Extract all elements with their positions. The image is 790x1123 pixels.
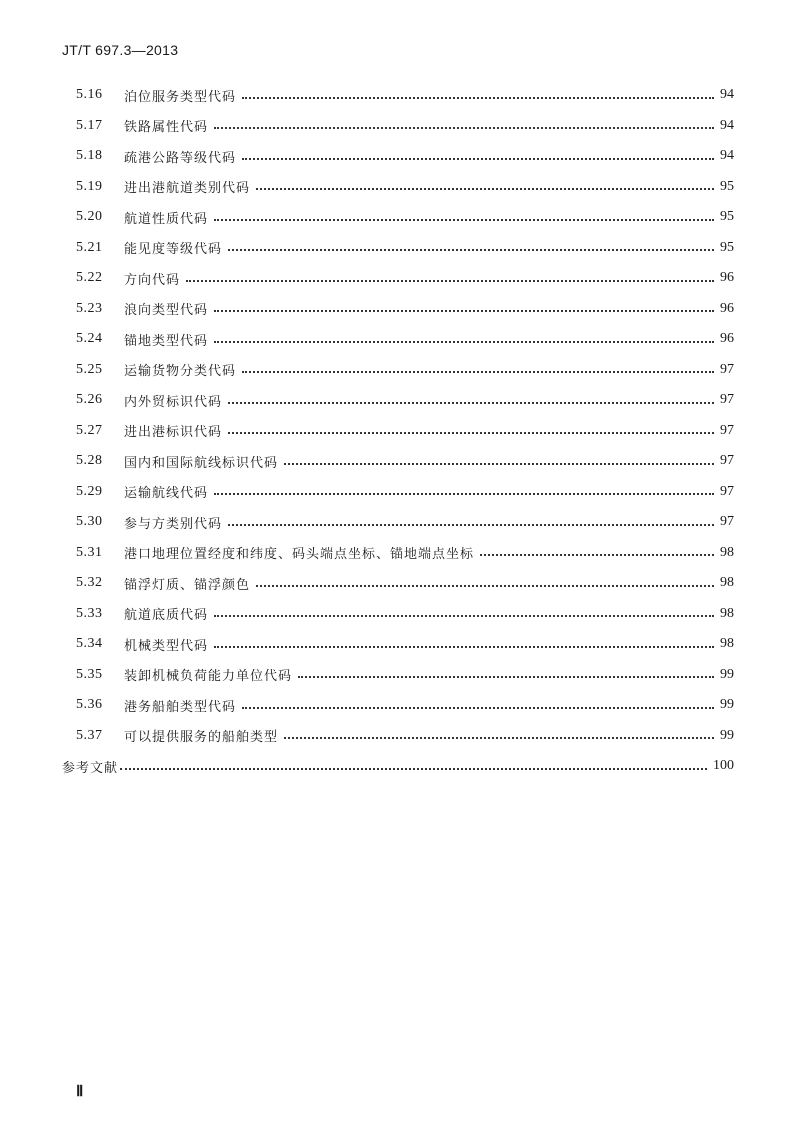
toc-title: 疏港公路等级代码 [124, 150, 237, 166]
toc-entry-5-16[interactable] [76, 84, 734, 106]
toc-title: 锚地类型代码 [124, 333, 209, 349]
toc-page: 97 [720, 453, 734, 468]
toc-title: 国内和国际航线标识代码 [124, 455, 279, 471]
toc-entry-5-24[interactable] [76, 328, 734, 350]
toc-leader-dots [214, 492, 714, 495]
toc-entry-5-33[interactable] [76, 603, 734, 625]
toc-title: 参考文献 [62, 760, 119, 776]
toc-entry-5-23[interactable] [76, 298, 734, 320]
toc-page: 97 [720, 483, 734, 499]
toc-number: 5.32 [76, 575, 103, 590]
toc-title: 能见度等级代码 [124, 242, 223, 257]
toc-leader-dots [256, 187, 714, 190]
toc-page: 94 [720, 87, 734, 102]
toc-title: 泊位服务类型代码 [124, 89, 237, 105]
toc-number: 5.37 [76, 727, 103, 743]
toc-entry-5-21[interactable] [76, 237, 734, 259]
toc-leader-dots [214, 309, 714, 312]
toc-page: 96 [720, 300, 734, 316]
toc-number: 5.35 [76, 666, 103, 682]
toc-title: 运输货物分类代码 [124, 364, 237, 379]
toc-leader-dots [480, 553, 714, 556]
document-code: JT/T 697.3—2013 [62, 42, 179, 58]
toc-number: 5.29 [76, 483, 103, 499]
toc-number: 5.23 [76, 300, 103, 316]
toc-leader-dots [228, 248, 714, 251]
toc-page: 94 [720, 117, 734, 133]
toc-number: 5.36 [76, 697, 103, 712]
toc-entry-5-30[interactable] [76, 511, 734, 533]
toc-leader-dots [186, 279, 714, 282]
toc-leader-dots [214, 340, 714, 343]
toc-title: 航道性质代码 [124, 211, 209, 227]
toc-title: 运输航线代码 [124, 486, 209, 501]
toc-page: 96 [720, 331, 734, 346]
toc-page: 95 [720, 209, 734, 224]
toc-number: 5.18 [76, 148, 103, 163]
toc-page: 99 [720, 666, 734, 682]
toc-leader-dots [242, 157, 714, 160]
toc-entry-5-31[interactable] [76, 542, 734, 564]
toc-number: 5.31 [76, 544, 103, 560]
toc-leader-dots [242, 706, 714, 709]
toc-number: 5.33 [76, 605, 103, 621]
toc-number: 5.21 [76, 239, 103, 255]
toc-leader-dots [214, 126, 714, 129]
toc-title: 进出港航道类别代码 [124, 181, 251, 196]
toc-title: 装卸机械负荷能力单位代码 [124, 669, 293, 684]
toc-number: 5.16 [76, 87, 103, 102]
toc-leader-dots [284, 736, 714, 739]
toc-leader-dots [242, 96, 714, 99]
toc-number: 5.30 [76, 514, 103, 529]
toc-page: 98 [720, 605, 734, 621]
toc-number: 5.24 [76, 331, 103, 346]
toc-entry-5-19[interactable] [76, 176, 734, 198]
toc-leader-dots [256, 584, 714, 587]
toc-page: 94 [720, 148, 734, 163]
toc-number: 5.17 [76, 117, 103, 133]
toc-leader-dots [284, 462, 714, 465]
toc-entry-5-18[interactable] [76, 145, 734, 167]
toc-leader-dots [120, 767, 707, 770]
toc-page: 98 [720, 636, 734, 651]
toc-page: 100 [713, 758, 734, 773]
toc-title: 参与方类别代码 [124, 516, 223, 532]
toc-entry-5-34[interactable] [76, 633, 734, 655]
toc-number: 5.20 [76, 209, 103, 224]
toc-leader-dots [298, 675, 714, 678]
page-number-roman: Ⅱ [76, 1084, 84, 1100]
toc-leader-dots [214, 614, 714, 617]
toc-page: 98 [720, 544, 734, 560]
toc-title: 航道底质代码 [124, 608, 209, 623]
toc-entry-references[interactable] [62, 755, 734, 777]
toc-title: 可以提供服务的船舶类型 [124, 730, 279, 745]
toc-entry-5-26[interactable] [76, 389, 734, 411]
toc-entry-5-32[interactable] [76, 572, 734, 594]
toc-leader-dots [228, 431, 714, 434]
toc-number: 5.25 [76, 361, 103, 377]
toc-entry-5-36[interactable] [76, 694, 734, 716]
toc-entry-5-29[interactable] [76, 481, 734, 503]
toc-title: 方向代码 [124, 272, 181, 288]
toc-page: 96 [720, 270, 734, 285]
toc-title: 内外贸标识代码 [124, 394, 223, 410]
toc-number: 5.26 [76, 392, 103, 407]
toc-leader-dots [214, 645, 714, 648]
toc-page: 97 [720, 361, 734, 377]
toc-page: 99 [720, 697, 734, 712]
toc-entry-5-25[interactable] [76, 359, 734, 381]
toc-entry-5-27[interactable] [76, 420, 734, 442]
toc-title: 机械类型代码 [124, 638, 209, 654]
toc-title: 港口地理位置经度和纬度、码头端点坐标、锚地端点坐标 [124, 547, 475, 562]
toc-page: 98 [720, 575, 734, 590]
toc-entry-5-20[interactable] [76, 206, 734, 228]
toc-entry-5-28[interactable] [76, 450, 734, 472]
toc-page: 99 [720, 727, 734, 743]
toc-number: 5.28 [76, 453, 103, 468]
toc-leader-dots [242, 370, 714, 373]
toc-page: 97 [720, 392, 734, 407]
toc-number: 5.27 [76, 422, 103, 438]
toc-entry-5-37[interactable] [76, 725, 734, 747]
toc-title: 铁路属性代码 [124, 120, 209, 135]
toc-leader-dots [228, 523, 714, 526]
toc-number: 5.22 [76, 270, 103, 285]
toc-page: 97 [720, 422, 734, 438]
toc-entry-5-22[interactable] [76, 267, 734, 289]
toc-page: 95 [720, 178, 734, 194]
toc-title: 浪向类型代码 [124, 303, 209, 318]
toc-title: 进出港标识代码 [124, 425, 223, 440]
toc-leader-dots [214, 218, 714, 221]
toc-title: 港务船舶类型代码 [124, 699, 237, 715]
toc-entry-5-35[interactable] [76, 664, 734, 686]
toc-number: 5.19 [76, 178, 103, 194]
toc-page: 95 [720, 239, 734, 255]
toc-leader-dots [228, 401, 714, 404]
toc-page: 97 [720, 514, 734, 529]
toc-number: 5.34 [76, 636, 103, 651]
toc-title: 锚浮灯质、锚浮颜色 [124, 577, 251, 593]
toc-entry-5-17[interactable] [76, 115, 734, 137]
